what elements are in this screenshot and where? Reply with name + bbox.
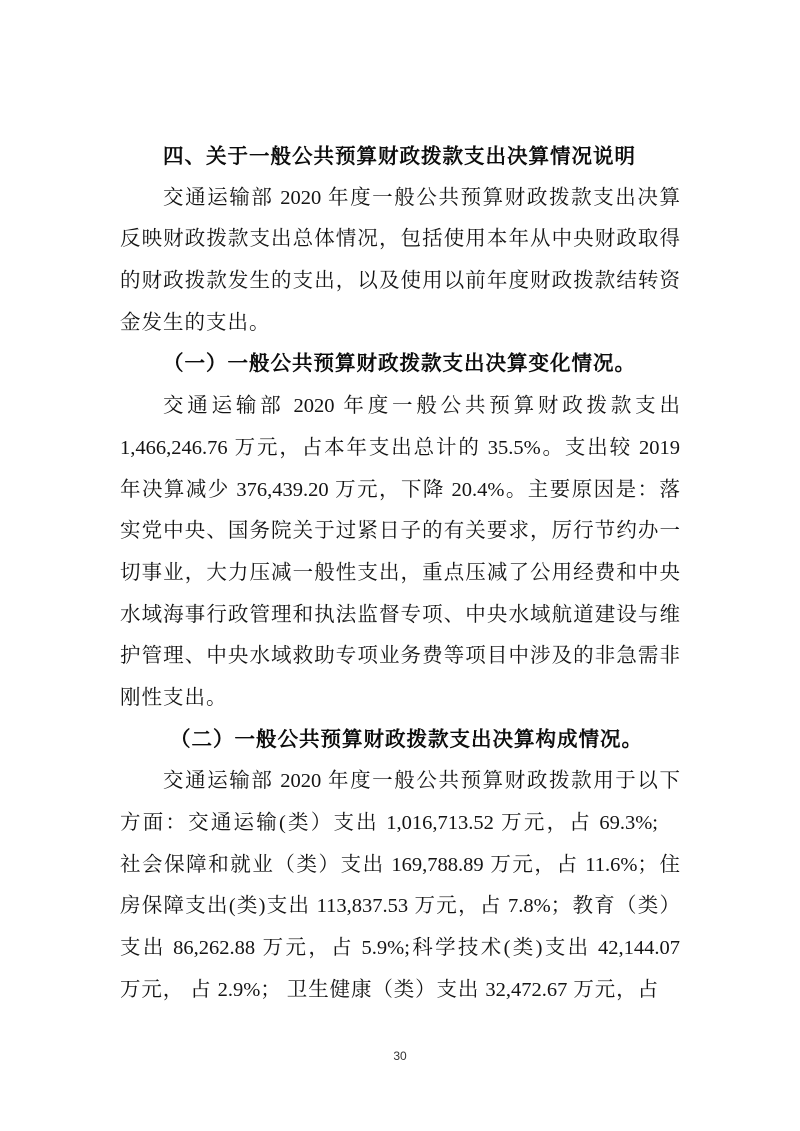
subsection-1-line: 刚性支出。 xyxy=(120,686,228,709)
subsection-2-title: （二）一般公共预算财政拨款支出决算构成情况。 xyxy=(170,728,643,751)
subsection-1-title: （一）一般公共预算财政拨款支出决算变化情况。 xyxy=(163,353,636,376)
subsection-2-line: 社会保障和就业（类）支出 169,788.89 万元，占 11.6%；住 xyxy=(120,853,680,876)
subsection-1-line: 水域海事行政管理和执法监督专项、中央水域航道建设与维 xyxy=(120,603,680,626)
intro-line: 交通运输部 2020 年度一般公共预算财政拨款支出决算 xyxy=(163,186,680,209)
subsection-1-line: 切事业，大力压减一般性支出，重点压减了公用经费和中央 xyxy=(120,561,680,584)
intro-line: 反映财政拨款支出总体情况，包括使用本年从中央财政取得 xyxy=(120,228,680,251)
body-text xyxy=(120,136,680,1011)
subsection-2-line: 房保障支出(类)支出 113,837.53 万元，占 7.8%；教育（类） xyxy=(120,895,680,918)
page-number: 30 xyxy=(393,1049,407,1063)
subsection-2-line: 交通运输部 2020 年度一般公共预算财政拨款用于以下 xyxy=(163,770,680,793)
intro-line: 金发生的支出。 xyxy=(120,311,271,334)
subsection-2-line: 支出 86,262.88 万元，占 5.9%;科学技术(类)支出 42,144.07 xyxy=(120,937,680,960)
subsection-2-line: 方面：交通运输(类）支出 1,016,713.52 万元，占 69.3%; xyxy=(120,812,658,834)
subsection-1-line: 年决算减少 376,439.20 万元，下降 20.4%。主要原因是：落 xyxy=(120,478,680,501)
section-heading: 四、关于一般公共预算财政拨款支出决算情况说明 xyxy=(163,144,636,168)
subsection-1-line: 交通运输部 2020 年度一般公共预算财政拨款支出 xyxy=(163,395,680,418)
subsection-1-line: 实党中央、国务院关于过紧日子的有关要求，厉行节约办一 xyxy=(120,520,680,543)
subsection-2-line: 万元， 占 2.9%； 卫生健康（类）支出 32,472.67 万元，占 xyxy=(120,978,658,1001)
subsection-1-line: 1,466,246.76 万元，占本年支出总计的 35.5%。支出较 2019 xyxy=(120,436,680,459)
subsection-1-line: 护管理、中央水域救助专项业务费等项目中涉及的非急需非 xyxy=(120,645,680,668)
intro-line: 的财政拨款发生的支出，以及使用以前年度财政拨款结转资 xyxy=(120,270,680,293)
